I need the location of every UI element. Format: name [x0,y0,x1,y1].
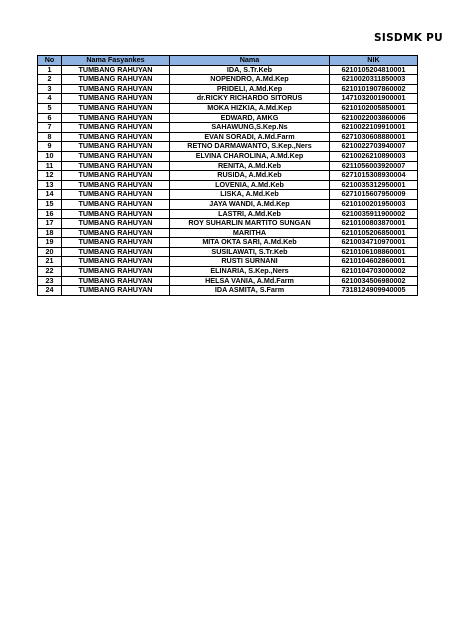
cell-nama: EDWARD, AMKG [170,113,330,123]
cell-no: 2 [38,75,62,85]
cell-nik: 6210034506980002 [330,276,418,286]
table-row [38,132,418,142]
cell-fasyankes: TUMBANG RAHUYAN [62,219,170,229]
table-row [38,113,418,123]
cell-nama: IDA, S.Tr.Keb [170,65,330,75]
staff-table [37,55,418,296]
column-header-no: No [38,56,62,66]
cell-nik: 6210035312950001 [330,180,418,190]
cell-fasyankes: TUMBANG RAHUYAN [62,103,170,113]
cell-nik: 6210026210890003 [330,151,418,161]
cell-no: 1 [38,65,62,75]
cell-fasyankes: TUMBANG RAHUYAN [62,190,170,200]
table-row [38,142,418,152]
cell-nama: NOPENDRO, A.Md.Kep [170,75,330,85]
cell-nik: 6210105204810001 [330,65,418,75]
cell-nama: MARITHA [170,228,330,238]
cell-no: 24 [38,286,62,296]
cell-nama: RUSIDA, A.Md.Keb [170,171,330,181]
cell-nama: dr.RICKY RICHARDO SITORUS [170,94,330,104]
table-row [38,228,418,238]
cell-no: 22 [38,267,62,277]
table-row [38,219,418,229]
cell-nama: RUSTI SURNANI [170,257,330,267]
table-row [38,103,418,113]
cell-nama: EVAN SORADI, A.Md.Farm [170,132,330,142]
cell-no: 20 [38,247,62,257]
column-header-nama: Nama [170,56,330,66]
cell-no: 15 [38,199,62,209]
cell-no: 16 [38,209,62,219]
table-row [38,286,418,296]
table-row [38,94,418,104]
table-row [38,180,418,190]
cell-nama: JAYA WANDI, A.Md.Kep [170,199,330,209]
cell-nik: 6210035911900002 [330,209,418,219]
table-row [38,65,418,75]
cell-fasyankes: TUMBANG RAHUYAN [62,123,170,133]
cell-no: 8 [38,132,62,142]
cell-fasyankes: TUMBANG RAHUYAN [62,94,170,104]
table-row [38,190,418,200]
cell-nama: MOKA HIZKIA, A.Md.Kep [170,103,330,113]
table-row [38,209,418,219]
document-title: SISDMK PU [374,32,443,44]
cell-nama: HELSA VANIA, A.Md.Farm [170,276,330,286]
cell-nama: ROY SUHARLIN MARTITO SUNGAN [170,219,330,229]
cell-fasyankes: TUMBANG RAHUYAN [62,267,170,277]
cell-nama: LASTRI, A.Md.Keb [170,209,330,219]
cell-fasyankes: TUMBANG RAHUYAN [62,257,170,267]
cell-no: 10 [38,151,62,161]
cell-no: 17 [38,219,62,229]
cell-no: 7 [38,123,62,133]
cell-nama: ELINARIA, S.Kep.,Ners [170,267,330,277]
cell-no: 21 [38,257,62,267]
table-body [38,65,418,295]
table-row [38,171,418,181]
cell-no: 12 [38,171,62,181]
cell-nik: 6210102005850001 [330,103,418,113]
cell-nik: 6210022003860006 [330,113,418,123]
cell-fasyankes: TUMBANG RAHUYAN [62,132,170,142]
table-row [38,267,418,277]
cell-nik: 6210020311850003 [330,75,418,85]
cell-nik: 6210106108860001 [330,247,418,257]
cell-fasyankes: TUMBANG RAHUYAN [62,142,170,152]
column-header-nik: NIK [330,56,418,66]
cell-nik: 6210100201950003 [330,199,418,209]
cell-nama: LISKA, A.Md.Keb [170,190,330,200]
cell-nik: 6210022703940007 [330,142,418,152]
cell-no: 23 [38,276,62,286]
cell-no: 18 [38,228,62,238]
cell-nama: RENITA, A.Md.Keb [170,161,330,171]
cell-nama: SAHAWUNG,S.Kep.Ns [170,123,330,133]
table-row [38,276,418,286]
table-row [38,257,418,267]
cell-fasyankes: TUMBANG RAHUYAN [62,75,170,85]
cell-no: 4 [38,94,62,104]
cell-nik: 6210100803870001 [330,219,418,229]
cell-nama: IDA ASMITA, S.Farm [170,286,330,296]
cell-nik: 6210105206850001 [330,228,418,238]
cell-fasyankes: TUMBANG RAHUYAN [62,65,170,75]
table-row [38,161,418,171]
cell-no: 5 [38,103,62,113]
cell-fasyankes: TUMBANG RAHUYAN [62,171,170,181]
cell-nik: 6271015607950009 [330,190,418,200]
cell-fasyankes: TUMBANG RAHUYAN [62,228,170,238]
cell-nama: PRIDELI, A.Md.Kep [170,84,330,94]
cell-no: 14 [38,190,62,200]
table-row [38,75,418,85]
cell-nik: 6210104703000002 [330,267,418,277]
table-row [38,238,418,248]
table-row [38,84,418,94]
cell-nik: 6210104602860001 [330,257,418,267]
column-header-fasyankes: Nama Fasyankes [62,56,170,66]
cell-fasyankes: TUMBANG RAHUYAN [62,151,170,161]
cell-fasyankes: TUMBANG RAHUYAN [62,276,170,286]
cell-fasyankes: TUMBANG RAHUYAN [62,209,170,219]
cell-no: 3 [38,84,62,94]
cell-nik: 6210101907860002 [330,84,418,94]
cell-fasyankes: TUMBANG RAHUYAN [62,238,170,248]
cell-no: 13 [38,180,62,190]
cell-nama: SUSILAWATI, S.Tr.Keb [170,247,330,257]
cell-nik: 6211056003920007 [330,161,418,171]
cell-nama: MITA OKTA SARI, A.Md.Keb [170,238,330,248]
cell-nama: LOVENIA, A.Md.Keb [170,180,330,190]
cell-fasyankes: TUMBANG RAHUYAN [62,161,170,171]
cell-no: 19 [38,238,62,248]
cell-nik: 6210022109910001 [330,123,418,133]
cell-no: 9 [38,142,62,152]
cell-no: 11 [38,161,62,171]
cell-nik: 6210034710970001 [330,238,418,248]
cell-no: 6 [38,113,62,123]
cell-fasyankes: TUMBANG RAHUYAN [62,180,170,190]
table-row [38,247,418,257]
cell-nik: 1471032001900001 [330,94,418,104]
cell-nik: 7318124909940005 [330,286,418,296]
cell-nama: RETNO DARMAWANTO, S.Kep.,Ners [170,142,330,152]
cell-fasyankes: TUMBANG RAHUYAN [62,286,170,296]
table-row [38,151,418,161]
table-row [38,123,418,133]
table-header-row [38,56,418,66]
cell-nik: 6271030608880001 [330,132,418,142]
cell-nama: ELVINA CHAROLINA, A.Md.Kep [170,151,330,161]
cell-nik: 6271015308930004 [330,171,418,181]
cell-fasyankes: TUMBANG RAHUYAN [62,84,170,94]
cell-fasyankes: TUMBANG RAHUYAN [62,247,170,257]
table-row [38,199,418,209]
cell-fasyankes: TUMBANG RAHUYAN [62,199,170,209]
cell-fasyankes: TUMBANG RAHUYAN [62,113,170,123]
